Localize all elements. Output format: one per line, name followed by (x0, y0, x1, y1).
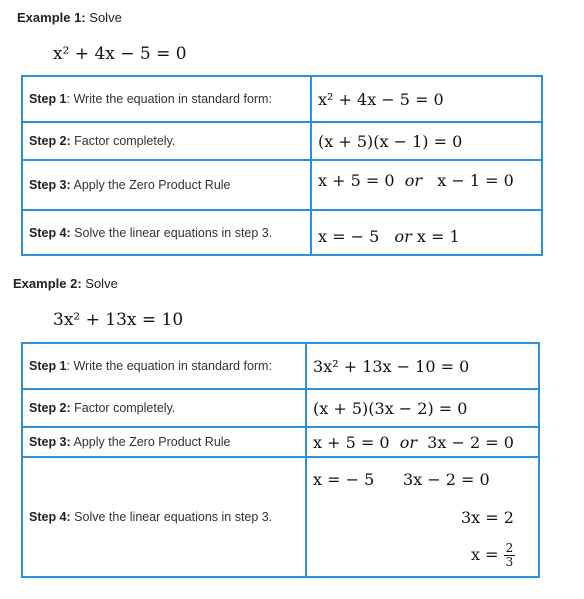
table-row (22, 210, 542, 255)
step-math: x + 5 = 0 or x − 1 = 0 (311, 160, 542, 210)
table-row (22, 389, 539, 427)
step-label: Step 3: Apply the Zero Product Rule (22, 160, 311, 210)
step4-line2: 3x = 2 (461, 508, 514, 527)
example2-steps-table (21, 342, 540, 578)
example2-equation: 3x² + 13x = 10 (53, 310, 184, 330)
step-math (306, 457, 539, 577)
step4-line1-right: 3x − 2 = 0 (403, 470, 490, 489)
example2-heading (13, 276, 118, 291)
example1-steps-table (21, 75, 543, 256)
example2-heading-bold: Example 2: (13, 276, 82, 291)
example1-heading-text: Solve (89, 10, 122, 25)
example2-heading-text: Solve (85, 276, 118, 291)
table-row (22, 122, 542, 160)
example1-equation: x² + 4x − 5 = 0 (53, 44, 187, 64)
step-math: x² + 4x − 5 = 0 (311, 76, 542, 122)
step-label: Step 3: Apply the Zero Product Rule (22, 427, 306, 457)
step-label: Step 2: Factor completely. (22, 122, 311, 160)
table-row (22, 76, 542, 122)
table-row (22, 457, 539, 577)
step-math: 3x² + 13x − 10 = 0 (306, 343, 539, 389)
example1-heading-bold: Example 1: (17, 10, 86, 25)
step-label: Step 1: Write the equation in standard form: (22, 343, 306, 389)
table-row (22, 427, 539, 457)
table-row (22, 343, 539, 389)
step-math: x + 5 = 0 or 3x − 2 = 0 (306, 427, 539, 457)
step-label: Step 1: Write the equation in standard form: (22, 76, 311, 122)
step4-line3: x = $\frac{2}{3}$ (471, 541, 514, 569)
step-label: Step 2: Factor completely. (22, 389, 306, 427)
step-math: (x + 5)(x − 1) = 0 (311, 122, 542, 160)
table-row (22, 160, 542, 210)
step-math: (x + 5)(3x − 2) = 0 (306, 389, 539, 427)
step-math: x = − 5 or x = 1 (311, 210, 542, 255)
step-label: Step 4: Solve the linear equations in step 3. (22, 457, 306, 577)
step-label: Step 4: Solve the linear equations in step 3. (22, 210, 311, 255)
step4-line1-left: x = − 5 (313, 470, 375, 489)
example1-heading (17, 10, 122, 25)
fraction: $\frac{2}{3}$ (505, 541, 514, 569)
